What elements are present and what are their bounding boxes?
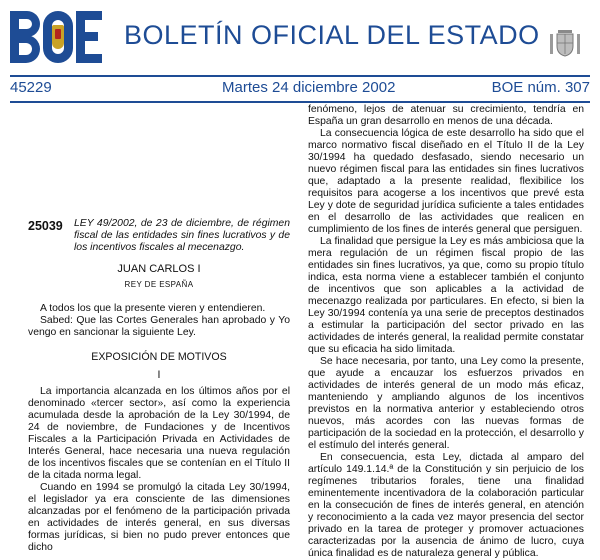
page-header	[0, 0, 600, 96]
left-column-body	[28, 386, 290, 554]
law-number: 25039	[28, 219, 63, 233]
logo-letter-o-crest	[43, 11, 73, 63]
header-rule-top	[10, 75, 590, 77]
paragraph: Se hace necesaria, por tanto, una Ley como la presente, que ayude a encauzar los esfuerzos privados en actividades de interés general de un modo más eficaz, manteniendo y ampliando algunos de los incentivos previstos en la normativa anterior y estableciendo otros nuevos, más acordes con las nuevas formas de participación de la sociedad en la protección, el desarrollo y el estímulo del interés general.	[308, 356, 584, 451]
intro-line: A todos los que la presente vieren y entendieren.	[40, 303, 266, 314]
paragraph: La consecuencia lógica de este desarrollo ha sido que el marco normativo fiscal diseñado en el Título II de la Ley 30/1994 ha quedado desfasado, siendo necesario un nuevo régimen fiscal para las entidades sin fines lucrativos que, adaptado a la presente realidad, flexibilice los requisitos para acogerse a los incentivos que prevé esta Ley y dote de seguridad jurídica suficiente a tales entidades en el desarrollo de las actividades que realicen en cumplimiento de los fines de interés general que persiguen.	[308, 128, 584, 235]
logo-letter-e	[76, 11, 102, 63]
header-rule-bottom	[10, 101, 590, 103]
issue-info-bar	[10, 79, 590, 99]
section-heading: EXPOSICIÓN DE MOTIVOS	[91, 351, 227, 363]
masthead-title: BOLETÍN OFICIAL DEL ESTADO	[124, 20, 540, 50]
law-title: LEY 49/2002, de 23 de diciembre, de régimen fiscal de las entidades sin fines lucrativos y de los incentivos fiscales al mecenazgo.	[74, 218, 290, 253]
promulgation-text	[28, 303, 290, 339]
paragraph: fenómeno, lejos de atenuar su crecimiento, tendría en España un gran desarrollo en menos de una década.	[308, 104, 584, 127]
king-title: REY DE ESPAÑA	[124, 280, 194, 289]
intro-line: Sabed: Que las Cortes Generales han aprobado y Yo vengo en sancionar la siguiente Ley.	[28, 315, 290, 338]
paragraph: En consecuencia, esta Ley, dictada al amparo del artículo 149.1.14.ª de la Constitución y sin perjuicio de los regímenes tributarios forales, tiene una finalidad eminentemente incentivadora de la colaboración particular en la consecución de fines de interés general, en atención y reconocimiento a la cada vez mayor presencia del sector privado en la tarea de proteger y promover actuaciones caracterizadas por la ausencia de ánimo de lucro, cuya única finalidad es de naturaleza general y pública.	[308, 452, 584, 559]
right-column-body	[308, 104, 584, 560]
logo-letter-b	[10, 11, 40, 63]
coat-of-arms-icon	[548, 26, 582, 60]
paragraph: La importancia alcanzada en los últimos años por el denominado «tercer sector», así como la experiencia acumulada desde la aprobación de la Ley 30/1994, de 24 de noviembre, de Fundaciones y de Incentivos Fiscales a la Participación Privada en Actividades de Interés General, hace necesaria una nueva regulación de los incentivos fiscales que se contenían en el Título II de la citada norma legal.	[28, 386, 290, 481]
king-name: JUAN CARLOS I	[117, 263, 201, 275]
section-number: I	[157, 369, 161, 381]
issue-number: BOE núm. 307	[491, 79, 590, 96]
boe-logo	[10, 6, 108, 68]
paragraph: Cuando en 1994 se promulgó la citada Ley 30/1994, el legislador ya era consciente de las dimensiones alcanzadas por el fenómeno de la participación privada en actividades de interés general, en sus diversas formas jurídicas, si bien no pudo prever entonces que dicho	[28, 482, 290, 553]
issue-date: Martes 24 diciembre 2002	[222, 79, 396, 96]
paragraph: La finalidad que persigue la Ley es más ambiciosa que la mera regulación de un régimen fiscal propio de las entidades sin fines lucrativos, ya que, como su propio título indica, esta norma viene a establecer también el conjunto de incentivos que son aplicables a la actividad de mecenazgo realizada por particulares. En efecto, si bien la Ley 30/1994 contenía ya una serie de preceptos destinados a estimular la participación del sector privado en las actividades de interés general, la realidad permite constatar que su eficacia ha sido limitada.	[308, 236, 584, 355]
page-number: 45229	[10, 79, 52, 96]
